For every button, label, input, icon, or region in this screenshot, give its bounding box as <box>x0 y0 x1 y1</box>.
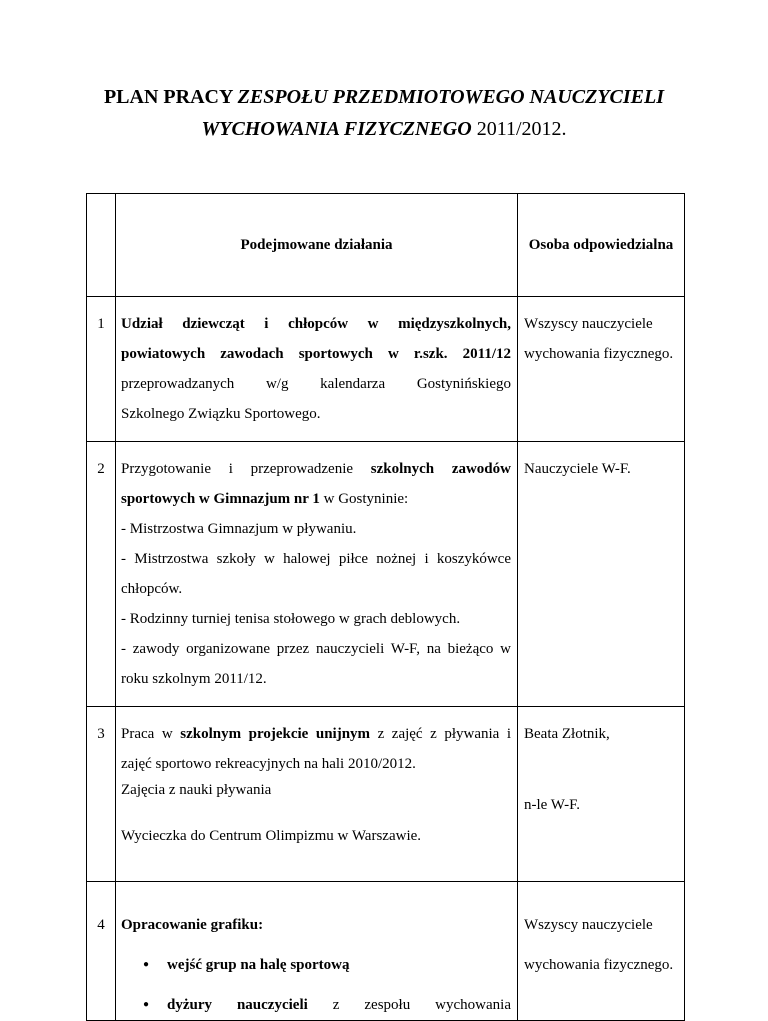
activity-item: Wycieczka do Centrum Olimpizmu w Warszawie. <box>121 828 422 844</box>
table-header-row <box>87 194 685 297</box>
activity-text: Praca w <box>121 726 181 742</box>
activity-line: Szkolnego Związku Sportowego. <box>121 406 321 422</box>
responsible-line: wychowania fizycznego. <box>524 957 674 973</box>
row-activity <box>116 882 518 1021</box>
responsible-line: Wszyscy nauczyciele <box>524 316 653 332</box>
activity-heading: Opracowanie grafiku: <box>121 917 264 933</box>
title-team-name: ZESPOŁU PRZEDMIOTOWEGO NAUCZYCIELI <box>237 86 665 108</box>
row-responsible <box>518 707 685 882</box>
row-activity <box>116 442 518 707</box>
activity-text: w Gostyninie: <box>319 491 409 507</box>
title-subject: WYCHOWANIA FIZYCZNEGO <box>201 118 472 140</box>
activity-item: Zajęcia z nauki pływania <box>121 782 272 798</box>
activity-intro <box>121 454 511 514</box>
responsible-line: wychowania fizycznego. <box>524 346 674 362</box>
row-activity <box>116 297 518 442</box>
responsible-line: n-le W-F. <box>524 797 581 813</box>
title-plan-pracy: PLAN PRACY <box>103 86 238 108</box>
header-activities: Podejmowane działania <box>116 194 518 297</box>
activity-text: z zajęć z pływania i zajęć sportowo rekreacyjnych na hali 2010/2012. <box>121 726 512 772</box>
activity-text: Przygotowanie i przeprowadzenie <box>121 461 371 477</box>
activity-bold-text: szkolnych zawodów sportowych w Gimnazjum nr 1 <box>121 461 511 507</box>
document-title-line-2 <box>0 118 768 141</box>
row-responsible <box>518 297 685 442</box>
row-number: 4 <box>87 882 116 1021</box>
plan-table <box>86 193 685 1021</box>
activity-line: Udział dziewcząt i chłopców w międzyszkolnych, <box>121 316 511 332</box>
responsible-line: Beata Złotnik, <box>524 726 610 742</box>
document-title-line-1 <box>0 86 768 109</box>
activity-bullet-list <box>121 950 511 1020</box>
row-number: 2 <box>87 442 116 707</box>
row-number: 1 <box>87 297 116 442</box>
table-row <box>87 882 685 1021</box>
table-row <box>87 297 685 442</box>
activity-bold-text: dyżury nauczycieli <box>167 997 308 1013</box>
activity-line: powiatowych zawodach sportowych w r.szk. 2011/12 <box>121 346 511 362</box>
responsible-line: Nauczyciele W-F. <box>524 461 631 477</box>
row-responsible <box>518 442 685 707</box>
activity-item: - Mistrzostwa szkoły w halowej piłce nożnej i koszykówce chłopców. <box>121 551 511 597</box>
row-responsible <box>518 882 685 1021</box>
activity-intro <box>121 719 511 779</box>
row-number: 3 <box>87 707 116 882</box>
row-activity <box>116 707 518 882</box>
activity-item: - Mistrzostwa Gimnazjum w pływaniu. <box>121 521 357 537</box>
title-school-year: 2011/2012. <box>471 118 567 140</box>
responsible-line: Wszyscy nauczyciele <box>524 917 653 933</box>
list-item <box>121 990 511 1020</box>
activity-line: przeprowadzanych w/g kalendarza Gostynińskiego <box>121 376 511 392</box>
activity-bold-text: wejść grup na halę sportową <box>167 957 350 973</box>
header-responsible-person: Osoba odpowiedzialna <box>518 194 685 297</box>
activity-text: z zespołu wychowania <box>307 997 511 1013</box>
table-row <box>87 707 685 882</box>
activity-item: - Rodzinny turniej tenisa stołowego w grach deblowych. <box>121 611 461 627</box>
activity-item: - zawody organizowane przez nauczycieli W-F, na bieżąco w roku szkolnym 2011/12. <box>121 641 511 687</box>
activity-bold-text: szkolnym projekcie unijnym <box>180 726 371 742</box>
list-item <box>121 950 511 980</box>
table-row <box>87 442 685 707</box>
header-number-cell <box>87 194 116 297</box>
